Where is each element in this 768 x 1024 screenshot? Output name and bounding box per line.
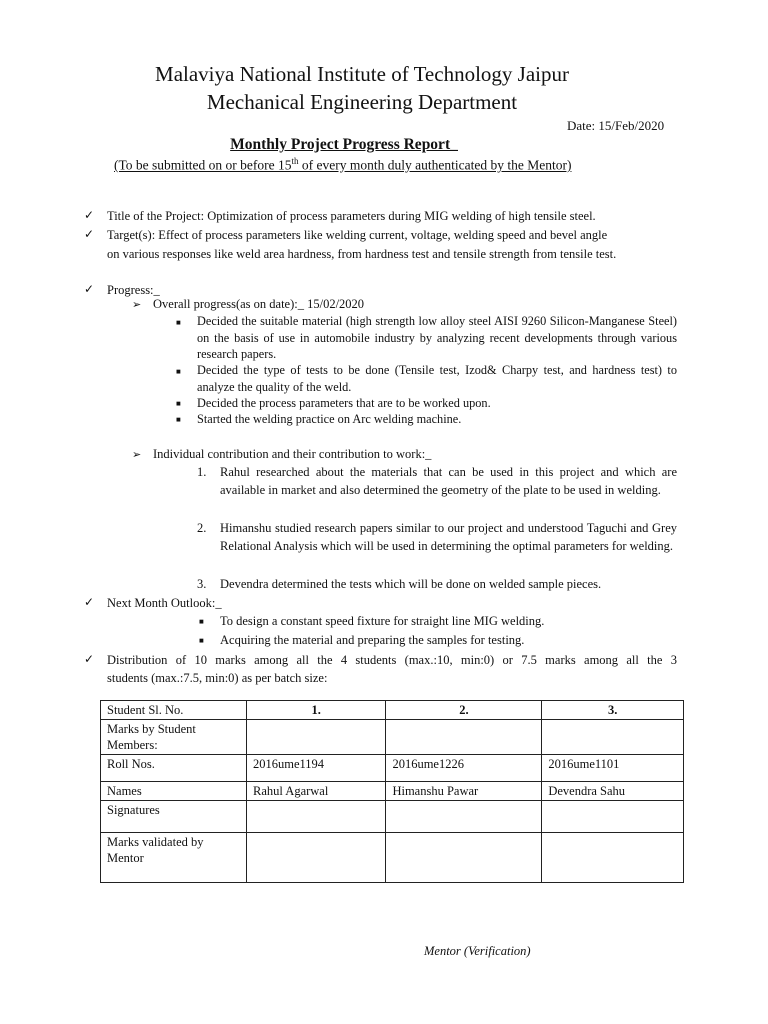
table-row (101, 782, 684, 801)
marks-table (100, 700, 684, 883)
square-bullet-icon: ■ (199, 617, 204, 626)
row-label: Student Sl. No. (101, 701, 247, 720)
arrow-bullet-icon: ➢ (132, 299, 142, 311)
overall-progress: Overall progress(as on date):_ 15/02/2020 (153, 297, 365, 311)
row-label: Marks validated by Mentor (101, 833, 247, 883)
department-name: Mechanical Engineering Department (206, 90, 518, 114)
target-line-2: on various responses like weld area hardness, from hardness test and tensile strength from tensile test. (107, 247, 617, 261)
individual-contribution-label: Individual contribution and their contribution to work:_ (153, 447, 432, 461)
check-icon: ✓ (84, 208, 95, 222)
student-name: Rahul Agarwal (247, 782, 386, 801)
marks-cell[interactable] (247, 720, 386, 755)
institute-header (0, 60, 768, 116)
progress-item: Started the welding practice on Arc welding machine. (197, 412, 462, 426)
square-bullet-icon: ■ (176, 399, 181, 408)
table-row (101, 701, 684, 720)
square-bullet-icon: ■ (176, 318, 181, 327)
roll-no: 2016ume1101 (542, 755, 684, 782)
outlook-item: Acquiring the material and preparing the samples for testing. (220, 633, 525, 647)
check-icon: ✓ (84, 282, 95, 296)
contribution-item: Himanshu studied research papers similar to our project and understood Taguchi and Grey Relational Analysis which will be used in determining the optimal parameters for welding. (220, 521, 677, 553)
arrow-bullet-icon: ➢ (132, 449, 142, 461)
mentor-verification: Mentor (Verification) (424, 944, 531, 958)
institute-name: Malaviya National Institute of Technology Jaipur (155, 62, 569, 86)
row-label: Signatures (101, 801, 247, 833)
progress-label: Progress:_ (107, 283, 160, 297)
row-label: Marks by Student Members: (101, 720, 247, 755)
table-row (101, 833, 684, 883)
mentor-marks-cell[interactable] (542, 833, 684, 883)
marks-cell[interactable] (386, 720, 542, 755)
list-number: 1. (197, 465, 207, 479)
report-date: Date: 15/Feb/2020 (567, 118, 665, 133)
student-name: Devendra Sahu (542, 782, 684, 801)
table-row (101, 720, 684, 755)
contribution-item: Devendra determined the tests which will be done on welded sample pieces. (220, 577, 602, 591)
list-number: 2. (197, 521, 207, 535)
signature-cell[interactable] (247, 801, 386, 833)
project-title-line: Title of the Project: Optimization of process parameters during MIG welding of high tensile steel. (107, 209, 596, 223)
outlook-item: To design a constant speed fixture for straight line MIG welding. (220, 614, 545, 628)
list-number: 3. (197, 577, 207, 591)
table-row (101, 801, 684, 833)
square-bullet-icon: ■ (176, 415, 181, 424)
report-title: Monthly Project Progress Report_ (230, 136, 458, 153)
outlook-label: Next Month Outlook:_ (107, 596, 222, 610)
student-serial: 3. (542, 701, 684, 720)
contribution-item: Rahul researched about the materials that can be used in this project and which are available in market and also determined the geometry of the plate to be used in welding. (220, 465, 677, 497)
mentor-marks-cell[interactable] (386, 833, 542, 883)
square-bullet-icon: ■ (199, 636, 204, 645)
progress-item: Decided the suitable material (high strength low alloy steel AISI 9260 Silicon-Manganese Steel) on the basis of use in automobile industry by analyzing recent developments through various research papers. (197, 314, 677, 361)
distribution-line-1: Distribution of 10 marks among all the 4 students (max.:10, min:0) or 7.5 marks among all the 3 (107, 653, 677, 667)
table-row (101, 755, 684, 782)
row-label: Roll Nos. (101, 755, 247, 782)
signature-cell[interactable] (386, 801, 542, 833)
progress-item: Decided the type of tests to be done (Tensile test, Izod& Charpy test, and hardness test) to analyze the quality of the weld. (197, 363, 677, 394)
check-icon: ✓ (84, 227, 95, 241)
check-icon: ✓ (84, 652, 95, 666)
progress-item: Decided the process parameters that are to be worked upon. (197, 396, 491, 410)
roll-no: 2016ume1194 (247, 755, 386, 782)
marks-cell[interactable] (542, 720, 684, 755)
student-serial: 2. (386, 701, 542, 720)
mentor-marks-cell[interactable] (247, 833, 386, 883)
distribution-line-2: students (max.:7.5, min:0) as per batch size: (107, 671, 328, 685)
square-bullet-icon: ■ (176, 367, 181, 376)
report-subtitle: (To be submitted on or before 15th of every month duly authenticated by the Mentor) (114, 156, 572, 173)
student-serial: 1. (247, 701, 386, 720)
row-label: Names (101, 782, 247, 801)
signature-cell[interactable] (542, 801, 684, 833)
target-line-1: Target(s): Effect of process parameters like welding current, voltage, welding speed and bevel angle (107, 228, 608, 242)
student-name: Himanshu Pawar (386, 782, 542, 801)
check-icon: ✓ (84, 595, 95, 609)
roll-no: 2016ume1226 (386, 755, 542, 782)
